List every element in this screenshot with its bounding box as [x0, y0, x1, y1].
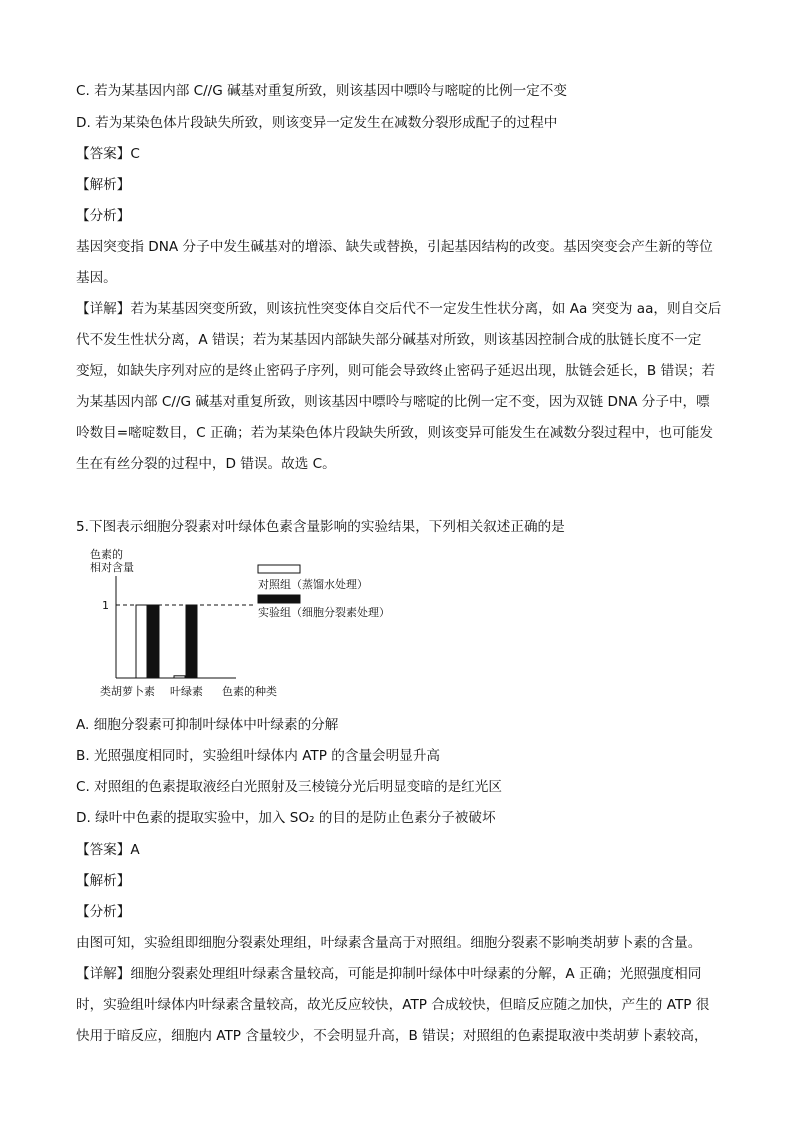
pigment-chart — [76, 548, 416, 704]
y-tick-1: 1 — [102, 599, 109, 612]
question-5-stem: 5.下图表示细胞分裂素对叶绿体色素含量影响的实验结果，下列相关叙述正确的是 — [76, 519, 565, 535]
answer-label: 【答案】C — [76, 146, 140, 162]
detail-text-6: 生在有丝分裂的过程中，D 错误。故选 C。 — [76, 456, 336, 472]
y-axis-label-2: 相对含量 — [90, 561, 134, 574]
legend-label-control: 对照组（蒸馏水处理） — [258, 578, 368, 591]
bar-control-carotenoid — [136, 605, 147, 678]
detail-text-9: 快用于暗反应，细胞内 ATP 含量较少，不会明显升高，B 错误；对照组的色素提取液中类胡萝卜素较高， — [76, 1028, 708, 1044]
legend-swatch-treatment — [258, 595, 300, 603]
analysis-label-2: 【分析】 — [76, 904, 131, 920]
detail-text-8: 时，实验组叶绿体内叶绿素含量较高，故光反应较快，ATP 合成较快，但暗反应随之加快，产生的 ATP 很 — [76, 997, 710, 1013]
detail-text-1: 【详解】若为某基因突变所致，则该抗性突变体自交后代不一定发生性状分离，如 Aa 突变为 aa，则自交后 — [76, 301, 722, 317]
analysis-text-3: 由图可知，实验组即细胞分裂素处理组，叶绿素含量高于对照组。细胞分裂素不影响类胡萝卜素的含量。 — [76, 935, 702, 951]
analysis-text-1: 基因突变指 DNA 分子中发生碱基对的增添、缺失或替换，引起基因结构的改变。基因突变会产生新的等位 — [76, 239, 713, 255]
y-axis-label-1: 色素的 — [90, 548, 123, 561]
legend-swatch-control — [258, 565, 300, 573]
option-d-prev: D. 若为某染色体片段缺失所致，则该变异一定发生在减数分裂形成配子的过程中 — [76, 115, 558, 131]
detail-text-4: 为某基因内部 C//G 碱基对重复所致，则该基因中嘌呤与嘧啶的比例一定不变，因为双链 DNA 分子中，嘌 — [76, 394, 710, 410]
analysis-label: 【分析】 — [76, 208, 131, 224]
category-label-carotenoid: 类胡萝卜素 — [100, 685, 155, 698]
option-d: D. 绿叶中色素的提取实验中，加入 SO₂ 的目的是防止色素分子被破坏 — [76, 810, 496, 826]
detail-text-2: 代不发生性状分离，A 错误；若为某基因内部缺失部分碱基对所致，则该基因控制合成的肽链长度不一定 — [76, 332, 702, 348]
answer-label-2: 【答案】A — [76, 842, 140, 858]
analysis-text-2: 基因。 — [76, 270, 117, 286]
bar-control-chlorophyll — [174, 676, 185, 678]
option-c-prev: C. 若为某基因内部 C//G 碱基对重复所致，则该基因中嘌呤与嘧啶的比例一定不变 — [76, 83, 567, 99]
detail-text-7: 【详解】细胞分裂素处理组叶绿素含量较高，可能是抑制叶绿体中叶绿素的分解，A 正确；光照强度相同 — [76, 966, 702, 982]
option-c: C. 对照组的色素提取液经白光照射及三棱镜分光后明显变暗的是红光区 — [76, 779, 502, 795]
x-axis-label: 色素的种类 — [222, 685, 277, 698]
option-a: A. 细胞分裂素可抑制叶绿体中叶绿素的分解 — [76, 717, 339, 733]
explanation-label: 【解析】 — [76, 177, 131, 193]
bar-treatment-carotenoid — [148, 605, 159, 678]
option-b: B. 光照强度相同时，实验组叶绿体内 ATP 的含量会明显升高 — [76, 748, 441, 764]
category-label-chlorophyll: 叶绿素 — [170, 685, 203, 698]
detail-text-3: 变短，如缺失序列对应的是终止密码子序列，则可能会导致终止密码子延迟出现，肽链会延长，B 错误；若 — [76, 363, 715, 379]
bar-treatment-chlorophyll — [186, 605, 197, 678]
legend-label-treatment: 实验组（细胞分裂素处理） — [258, 606, 390, 619]
detail-text-5: 呤数目=嘧啶数目，C 正确；若为某染色体片段缺失所致，则该变异可能发生在减数分裂过程中，也可能发 — [76, 425, 713, 441]
explanation-label-2: 【解析】 — [76, 873, 131, 889]
